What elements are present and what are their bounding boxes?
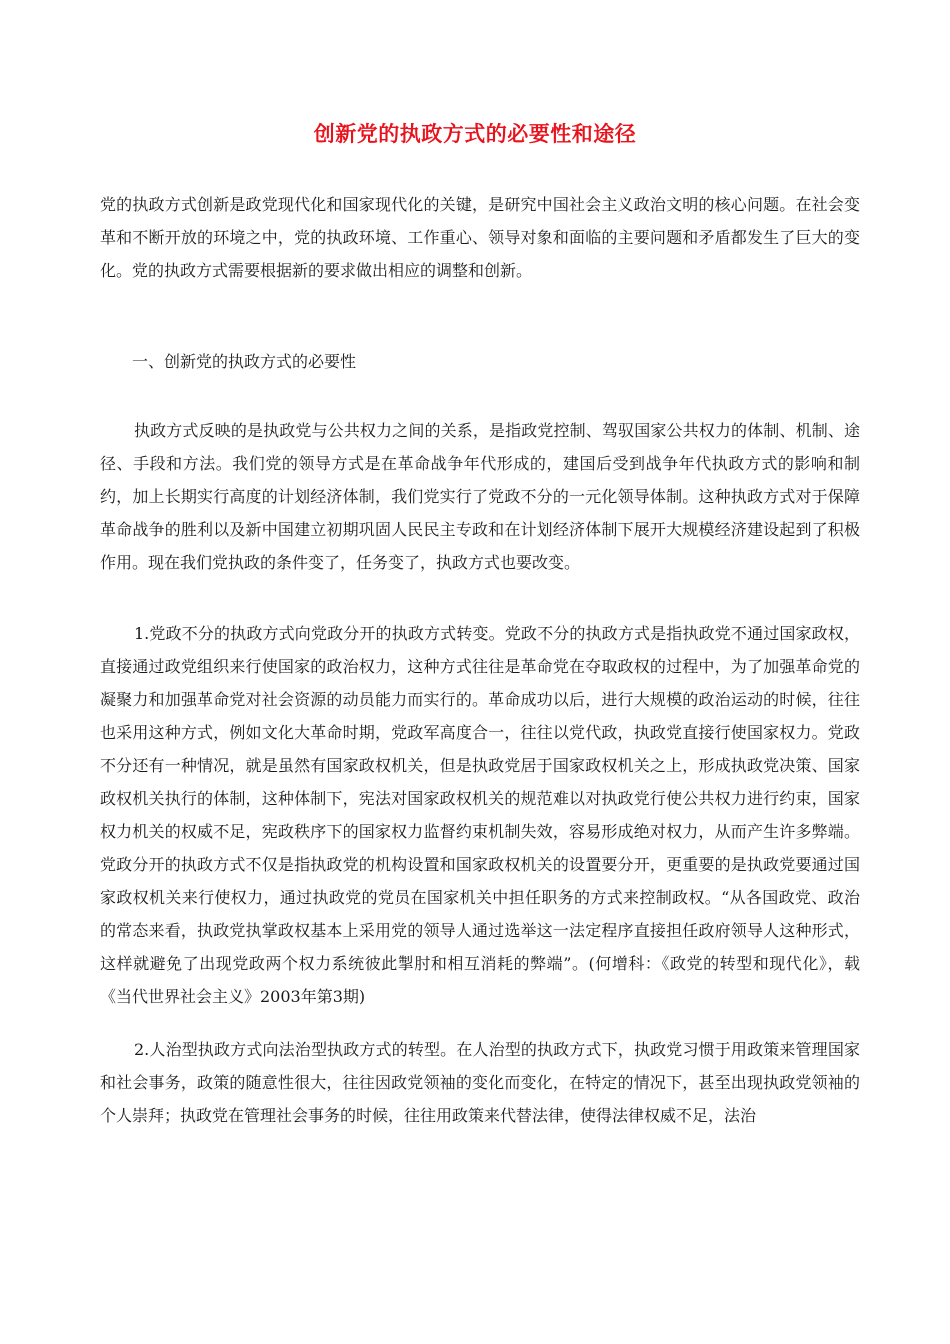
body-paragraph-3: 2.人治型执政方式向法治型执政方式的转型。在人治型的执政方式下，执政党习惯于用政策来管理国家和社会事务，政策的随意性很大，往往因政党领袖的变化而变化，在特定的情况下，甚至出现执政党领袖的个人崇拜；执政党在管理社会事务的时候，往往用政策来代替法律，使得法律权威不足，法治: [100, 1040, 860, 1125]
body-paragraph-2: 1.党政不分的执政方式向党政分开的执政方式转变。党政不分的执政方式是指执政党不通过国家政权，直接通过政党组织来行使国家的政治权力，这种方式往往是革命党在夺取政权的过程中，为了加强革命党的凝聚力和加强革命党对社会资源的动员能力而实行的。革命成功以后，进行大规模的政治运动的时候，往往也采用这种方式，例如文化大革命时期，党政军高度合一，往往以党代政，执政党直接行使国家权力。党政不分还有一种情况，就是虽然有国家政权机关，但是执政党居于国家政权机关之上，形成执政党决策、国家政权机关执行的体制，这种体制下，宪法对国家政权机关的规范难以对执政党行使公共权力进行约束，国家权力机关的权威不足，宪政秩序下的国家权力监督约束机制失效，容易形成绝对权力，从而产生许多弊端。党政分开的执政方式不仅是指执政党的机构设置和国家政权机关的设置要分开，更重要的是执政党要通过国家政权机关来行使权力，通过执政党的党员在国家机关中担任职务的方式来控制政权。“从各国政党、政治的常态来看，执政党执掌政权基本上采用党的领导人通过选举这一法定程序直接担任政府领导人这种形式，这样就避免了出现党政两个权力系统彼此掣肘和相互消耗的弊端”。(何增科：《政党的转型和现代化》，载《当代世界社会主义》2003年第3期): [100, 624, 860, 1006]
intro-paragraph: 党的执政方式创新是政党现代化和国家现代化的关键，是研究中国社会主义政治文明的核心问题。在社会变革和不断开放的环境之中，党的执政环境、工作重心、领导对象和面临的主要问题和矛盾都发生了巨大的变化。党的执政方式需要根据新的要求做出相应的调整和创新。: [100, 195, 860, 280]
section-heading: 一、创新党的执政方式的必要性: [132, 352, 357, 371]
page-title: 创新党的执政方式的必要性和途径: [313, 121, 637, 146]
body-paragraph-1: 执政方式反映的是执政党与公共权力之间的关系，是指政党控制、驾驭国家公共权力的体制、机制、途径、手段和方法。我们党的领导方式是在革命战争年代形成的，建国后受到战争年代执政方式的影响和制约，加上长期实行高度的计划经济体制，我们党实行了党政不分的一元化领导体制。这种执政方式对于保障革命战争的胜利以及新中国建立初期巩固人民民主专政和在计划经济体制下展开大规模经济建设起到了积极作用。现在我们党执政的条件变了，任务变了，执政方式也要改变。: [100, 421, 860, 572]
